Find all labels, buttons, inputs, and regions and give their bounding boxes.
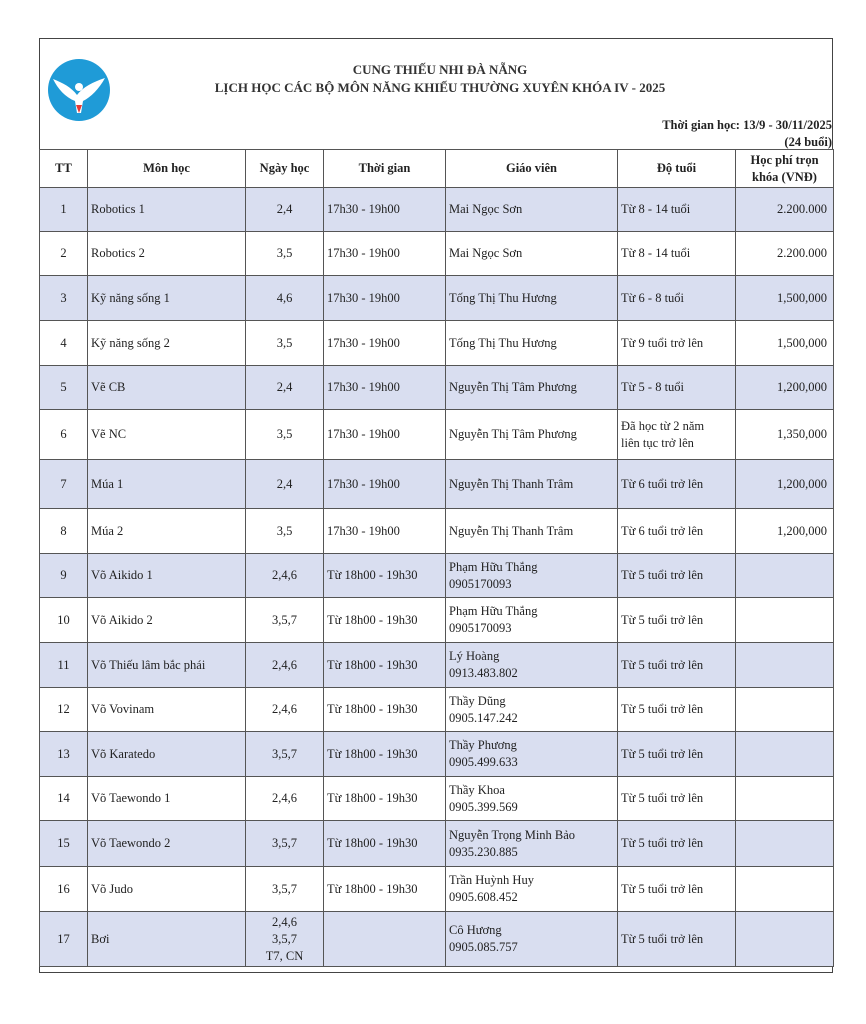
time-cell: Từ 18h00 - 19h30: [324, 732, 446, 777]
days-cell: 3,5,7: [246, 732, 324, 777]
row-number: 8: [40, 509, 88, 554]
row-number: 14: [40, 777, 88, 821]
subject-cell: Võ Vovinam: [88, 688, 246, 732]
table-row: [40, 688, 834, 732]
age-cell: Từ 5 tuổi trở lên: [618, 598, 736, 643]
teacher-cell: Thầy Phương 0905.499.633: [446, 732, 618, 777]
time-cell: 17h30 - 19h00: [324, 321, 446, 366]
subject-cell: Võ Aikido 2: [88, 598, 246, 643]
subject-cell: Robotics 1: [88, 188, 246, 232]
age-cell: Từ 8 - 14 tuổi: [618, 188, 736, 232]
teacher-cell: Phạm Hữu Thắng 0905170093: [446, 554, 618, 598]
teacher-cell: Cô Hương 0905.085.757: [446, 912, 618, 967]
time-cell: [324, 912, 446, 967]
age-cell: Từ 5 - 8 tuổi: [618, 366, 736, 410]
fee-cell: 1,350,000: [736, 410, 834, 460]
teacher-cell: Nguyễn Thị Thanh Trâm: [446, 509, 618, 554]
age-cell: Từ 8 - 14 tuổi: [618, 232, 736, 276]
row-number: 12: [40, 688, 88, 732]
table-row: [40, 554, 834, 598]
subject-cell: Võ Aikido 1: [88, 554, 246, 598]
age-cell: Từ 5 tuổi trở lên: [618, 821, 736, 867]
table-row: [40, 460, 834, 509]
fee-cell: [736, 643, 834, 688]
session-count: (24 buổi): [784, 135, 832, 149]
days-cell: 2,4,6: [246, 777, 324, 821]
col-header-fee: Học phí trọn khóa (VNĐ): [736, 150, 834, 188]
table-row: [40, 232, 834, 276]
dove-logo-icon: [45, 57, 113, 123]
days-cell: 3,5: [246, 321, 324, 366]
row-number: 6: [40, 410, 88, 460]
table-row: [40, 188, 834, 232]
age-cell: Từ 5 tuổi trở lên: [618, 867, 736, 912]
time-cell: 17h30 - 19h00: [324, 366, 446, 410]
days-cell: 2,4,6: [246, 688, 324, 732]
fee-cell: [736, 688, 834, 732]
days-cell: 3,5: [246, 232, 324, 276]
age-cell: Từ 5 tuổi trở lên: [618, 554, 736, 598]
days-cell: 3,5,7: [246, 598, 324, 643]
days-cell: 2,4: [246, 188, 324, 232]
subject-cell: Vẽ NC: [88, 410, 246, 460]
row-number: 2: [40, 232, 88, 276]
subject-cell: Vẽ CB: [88, 366, 246, 410]
teacher-cell: Mai Ngọc Sơn: [446, 232, 618, 276]
table-row: [40, 509, 834, 554]
table-row: [40, 821, 834, 867]
time-cell: 17h30 - 19h00: [324, 276, 446, 321]
row-number: 11: [40, 643, 88, 688]
fee-cell: 2.200.000: [736, 232, 834, 276]
time-cell: 17h30 - 19h00: [324, 188, 446, 232]
fee-cell: [736, 867, 834, 912]
teacher-cell: Nguyễn Thị Thanh Trâm: [446, 460, 618, 509]
teacher-cell: Thầy Khoa 0905.399.569: [446, 777, 618, 821]
fee-cell: [736, 777, 834, 821]
row-number: 15: [40, 821, 88, 867]
age-cell: Từ 9 tuổi trở lên: [618, 321, 736, 366]
fee-cell: [736, 598, 834, 643]
row-number: 9: [40, 554, 88, 598]
days-cell: 3,5: [246, 410, 324, 460]
col-header-age: Độ tuổi: [618, 150, 736, 188]
days-cell: 2,4: [246, 460, 324, 509]
teacher-cell: Nguyễn Trọng Minh Bảo 0935.230.885: [446, 821, 618, 867]
col-header-days: Ngày học: [246, 150, 324, 188]
row-number: 3: [40, 276, 88, 321]
fee-cell: 1,200,000: [736, 509, 834, 554]
age-cell: Từ 6 tuổi trở lên: [618, 509, 736, 554]
row-number: 10: [40, 598, 88, 643]
subject-cell: Múa 2: [88, 509, 246, 554]
time-cell: Từ 18h00 - 19h30: [324, 821, 446, 867]
fee-cell: [736, 554, 834, 598]
days-cell: 3,5: [246, 509, 324, 554]
teacher-cell: Thầy Dũng 0905.147.242: [446, 688, 618, 732]
age-cell: Từ 5 tuổi trở lên: [618, 777, 736, 821]
teacher-cell: Nguyễn Thị Tâm Phương: [446, 366, 618, 410]
subject-cell: Võ Judo: [88, 867, 246, 912]
study-period: Thời gian học: 13/9 - 30/11/2025: [662, 118, 832, 132]
row-number: 17: [40, 912, 88, 967]
fee-cell: 1,200,000: [736, 460, 834, 509]
teacher-cell: Nguyễn Thị Tâm Phương: [446, 410, 618, 460]
table-row: [40, 643, 834, 688]
time-cell: 17h30 - 19h00: [324, 460, 446, 509]
row-number: 13: [40, 732, 88, 777]
time-cell: 17h30 - 19h00: [324, 232, 446, 276]
row-number: 5: [40, 366, 88, 410]
time-cell: 17h30 - 19h00: [324, 410, 446, 460]
days-cell: 2,4,6: [246, 643, 324, 688]
age-cell: Từ 5 tuổi trở lên: [618, 688, 736, 732]
teacher-cell: Tống Thị Thu Hương: [446, 276, 618, 321]
teacher-cell: Trần Huỳnh Huy 0905.608.452: [446, 867, 618, 912]
row-number: 4: [40, 321, 88, 366]
org-name: CUNG THIẾU NHI ĐÀ NẴNG: [352, 62, 528, 77]
col-header-time: Thời gian: [324, 150, 446, 188]
days-cell: 2,4: [246, 366, 324, 410]
fee-cell: [736, 912, 834, 967]
age-cell: Từ 5 tuổi trở lên: [618, 732, 736, 777]
table-row: [40, 732, 834, 777]
row-number: 16: [40, 867, 88, 912]
time-cell: Từ 18h00 - 19h30: [324, 598, 446, 643]
time-cell: 17h30 - 19h00: [324, 509, 446, 554]
subject-cell: Kỹ năng sống 2: [88, 321, 246, 366]
subject-cell: Múa 1: [88, 460, 246, 509]
days-cell: 4,6: [246, 276, 324, 321]
row-number: 1: [40, 188, 88, 232]
fee-cell: 2.200.000: [736, 188, 834, 232]
row-number: 7: [40, 460, 88, 509]
subject-cell: Võ Taewondo 2: [88, 821, 246, 867]
subject-cell: Võ Taewondo 1: [88, 777, 246, 821]
table-row: [40, 777, 834, 821]
age-cell: Từ 6 - 8 tuổi: [618, 276, 736, 321]
subject-cell: Võ Karatedo: [88, 732, 246, 777]
subject-cell: Võ Thiếu lâm bắc phái: [88, 643, 246, 688]
teacher-cell: Mai Ngọc Sơn: [446, 188, 618, 232]
teacher-cell: Tống Thị Thu Hương: [446, 321, 618, 366]
age-cell: Từ 6 tuổi trở lên: [618, 460, 736, 509]
days-cell: 3,5,7: [246, 867, 324, 912]
schedule-table: [39, 149, 834, 967]
fee-cell: 1,500,000: [736, 276, 834, 321]
age-cell: Đã học từ 2 năm liên tục trở lên: [618, 410, 736, 460]
subject-cell: Bơi: [88, 912, 246, 967]
days-cell: 3,5,7: [246, 821, 324, 867]
time-cell: Từ 18h00 - 19h30: [324, 777, 446, 821]
page-title: LỊCH HỌC CÁC BỘ MÔN NĂNG KHIẾU THƯỜNG XUYÊN KHÓA IV - 2025: [214, 80, 666, 95]
col-header-teacher: Giáo viên: [446, 150, 618, 188]
table-row: [40, 867, 834, 912]
time-cell: Từ 18h00 - 19h30: [324, 867, 446, 912]
time-cell: Từ 18h00 - 19h30: [324, 554, 446, 598]
col-header-subject: Môn học: [88, 150, 246, 188]
table-row: [40, 410, 834, 460]
age-cell: Từ 5 tuổi trở lên: [618, 912, 736, 967]
table-row: [40, 276, 834, 321]
fee-cell: [736, 732, 834, 777]
subject-cell: Kỹ năng sống 1: [88, 276, 246, 321]
days-cell: 2,4,6 3,5,7 T7, CN: [246, 912, 324, 967]
table-row: [40, 598, 834, 643]
fee-cell: [736, 821, 834, 867]
subject-cell: Robotics 2: [88, 232, 246, 276]
age-cell: Từ 5 tuổi trở lên: [618, 643, 736, 688]
table-header-row: [40, 150, 834, 188]
teacher-cell: Lý Hoàng 0913.483.802: [446, 643, 618, 688]
time-cell: Từ 18h00 - 19h30: [324, 643, 446, 688]
teacher-cell: Phạm Hữu Thắng 0905170093: [446, 598, 618, 643]
fee-cell: 1,200,000: [736, 366, 834, 410]
table-row: [40, 366, 834, 410]
time-cell: Từ 18h00 - 19h30: [324, 688, 446, 732]
col-header-tt: TT: [40, 150, 88, 188]
table-row: [40, 321, 834, 366]
table-row: [40, 912, 834, 967]
days-cell: 2,4,6: [246, 554, 324, 598]
fee-cell: 1,500,000: [736, 321, 834, 366]
